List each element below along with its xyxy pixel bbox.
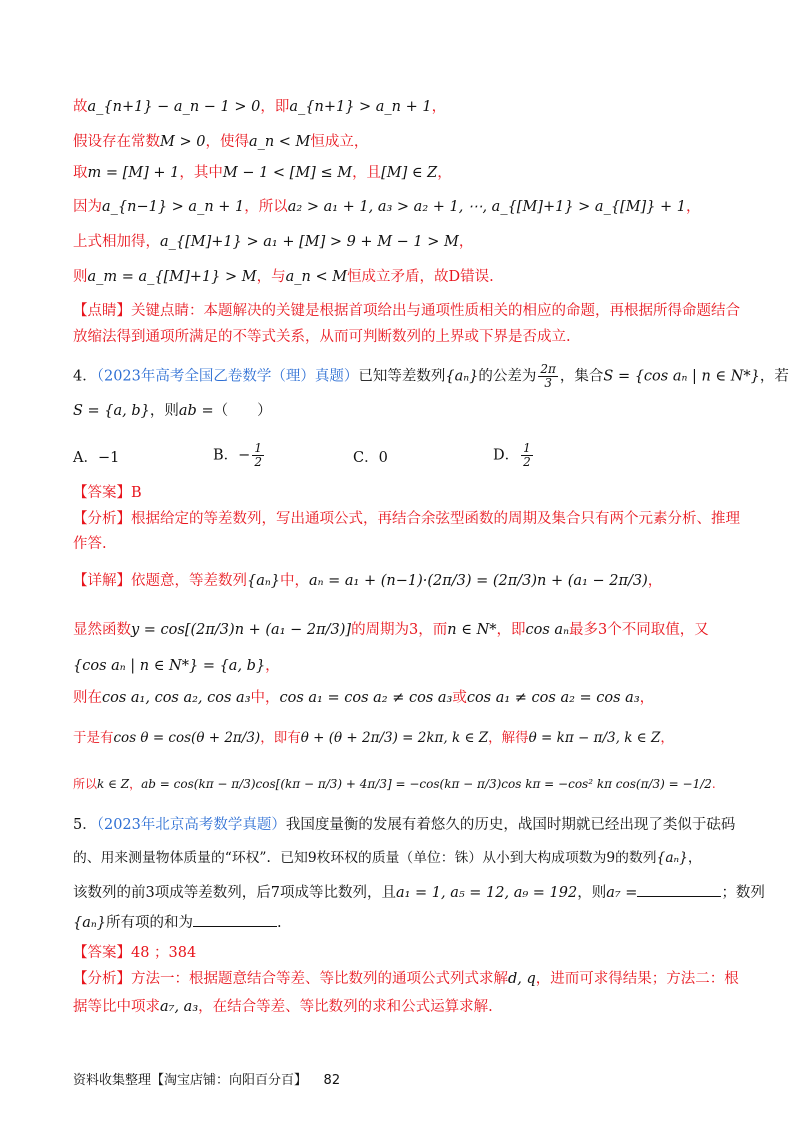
- math: θ = kπ − π/3, k ∈ Z: [528, 730, 661, 746]
- answer-blank-1[interactable]: [637, 882, 721, 897]
- text: ，使得: [205, 134, 249, 150]
- math: cos aₙ: [525, 622, 569, 638]
- text: 于是有: [73, 730, 114, 746]
- text: ，即: [496, 622, 526, 638]
- text: ，若: [759, 368, 789, 385]
- math: a₂ > a₁ + 1, a₃ > a₂ + 1, ⋯, a_{[M]+1} > a_{[M]} + 1: [287, 199, 687, 215]
- math: cos θ = cos(θ + 2π/3): [113, 730, 261, 746]
- fraction: [521, 442, 533, 469]
- q4-detail-line-5: [73, 728, 727, 748]
- text: 的公差为: [478, 368, 537, 385]
- key-note-line-2: 放缩法得到通项所满足的不等式关系，从而可判断数列的上界或下界是否成立.: [73, 329, 571, 345]
- text: 中，: [279, 573, 309, 589]
- text: ，其中: [179, 165, 223, 181]
- q4-detail-line-6: [73, 774, 727, 794]
- option-d: [493, 442, 535, 469]
- math: M − 1 < [M] ≤ M: [222, 165, 353, 181]
- q5-analysis-line-2: [73, 997, 727, 1017]
- q5-stem-line-3: [73, 882, 765, 903]
- fraction-numerator: 1: [254, 441, 262, 455]
- option-a: A．−1: [73, 450, 120, 466]
- math: {aₙ}: [656, 850, 688, 866]
- math: k ∈ Z: [97, 777, 130, 791]
- text: 上式相加得，: [73, 234, 160, 250]
- text: ，所以: [244, 199, 288, 215]
- fraction-denominator: 2: [523, 455, 531, 469]
- text: ，: [687, 850, 702, 866]
- q4-answer: 【答案】B: [73, 485, 142, 501]
- q5-stem-line-1: [73, 815, 736, 835]
- math: M > 0: [160, 134, 206, 150]
- text: ，即: [260, 99, 290, 115]
- text: .: [711, 777, 716, 791]
- text: ，则: [577, 885, 607, 901]
- math: cos a₁ = cos a₂ ≠ cos a₃: [279, 690, 453, 706]
- q4-analysis-line-1: 【分析】根据给定的等差数列，写出通项公式，再结合余弦型函数的周期及集合只有两个元素分析、推理: [73, 511, 740, 527]
- option-label: B．: [213, 447, 239, 464]
- text: 所有项的和为: [105, 915, 193, 931]
- math: S = {a, b}: [73, 403, 150, 419]
- fraction-numerator: 2π: [540, 362, 556, 376]
- text: ，集合: [559, 368, 604, 385]
- text: ，: [686, 199, 701, 215]
- math: a_m = a_{[M]+1} > M: [87, 269, 257, 285]
- fraction-denominator: 3: [544, 376, 552, 390]
- text: 中，: [250, 690, 280, 706]
- text: ，且: [352, 165, 382, 181]
- text: ，在结合等差、等比数列的求和公式运算求解.: [198, 999, 493, 1015]
- option-b: [213, 442, 266, 469]
- text: ，: [458, 234, 474, 250]
- question-source: （2023年北京高考数学真题）: [96, 817, 286, 833]
- question-number: 5．: [73, 817, 97, 833]
- math: {cos aₙ | n ∈ N*} = {a, b}: [73, 658, 266, 674]
- text: ，即有: [260, 730, 301, 746]
- text: 所以: [73, 777, 98, 791]
- proof-line-6: [73, 267, 727, 287]
- q4-detail-line-1: [73, 571, 727, 591]
- text: 的周期为3，而: [351, 622, 448, 638]
- math: d, q: [508, 971, 536, 987]
- q4-analysis-line-2: 作答.: [73, 536, 107, 552]
- text: 则在: [73, 690, 102, 706]
- page-number: 82: [323, 1073, 341, 1088]
- question-source: （2023年高考全国乙卷数学（理）真题）: [96, 368, 359, 385]
- text: ，: [129, 777, 142, 791]
- q4-detail-line-2: [73, 620, 727, 640]
- text: （ ）: [213, 403, 272, 419]
- text: ，: [660, 730, 674, 746]
- text: 恒成立，: [310, 134, 369, 150]
- math: m = [M] + 1: [87, 165, 180, 181]
- math: a_n < M: [285, 269, 348, 285]
- math: a₇ =: [606, 885, 638, 901]
- math: −: [238, 447, 251, 464]
- text: 或: [452, 690, 467, 706]
- q4-stem-line-1: [73, 362, 789, 390]
- text: 显然函数: [73, 622, 131, 638]
- answer-blank-2[interactable]: [193, 912, 277, 927]
- text: ，: [265, 658, 280, 674]
- text: 【详解】依题意，等差数列: [73, 573, 247, 589]
- math: {aₙ}: [247, 573, 280, 589]
- math: a_{[M]+1} > a₁ + [M] > 9 + M − 1 > M: [160, 234, 459, 250]
- q5-stem-line-4: [73, 912, 727, 933]
- text: 取: [73, 165, 88, 181]
- math: θ + (θ + 2π/3) = 2kπ, k ∈ Z: [300, 730, 489, 746]
- math: ab = cos(kπ − π/3)cos[(kπ − π/3) + 4π/3] = −cos(kπ − π/3)cos kπ = −cos² kπ cos(π/3) = −1/2: [141, 777, 712, 791]
- math: a_{n−1} > a_n + 1: [102, 199, 245, 215]
- math: {aₙ}: [445, 368, 479, 385]
- math: aₙ = a₁ + (n−1)·(2π/3) = (2π/3)n + (a₁ − 2π/3): [308, 573, 648, 589]
- text: 假设存在常数: [73, 134, 160, 150]
- proof-line-2: [73, 132, 727, 152]
- text: ，: [431, 99, 447, 115]
- text: ；数列: [721, 885, 765, 901]
- fraction: [538, 363, 558, 390]
- q5-analysis-line-1: [73, 969, 739, 989]
- text: ，: [647, 573, 663, 589]
- text: ，: [639, 690, 655, 706]
- math: [M] ∈ Z: [381, 165, 438, 181]
- text: 【分析】方法一：根据题意结合等差、等比数列的通项公式列式求解: [73, 971, 508, 987]
- text: ，进而可求得结果；方法二：根: [535, 971, 739, 987]
- key-note-line-1: 【点睛】关键点睛：本题解决的关键是根据首项给出与通项性质相关的相应的命题，再根据所得命题结合: [73, 303, 740, 319]
- footer-text: 资料收集整理【淘宝店铺：向阳百分百】: [73, 1073, 308, 1088]
- math: a_{n+1} − a_n − 1 > 0: [87, 99, 261, 115]
- text: 的、用来测量物体质量的“环权”．已知9枚环权的质量（单位：铢）从小到大构成项数为9的数列: [73, 850, 657, 866]
- text: 我国度量衡的发展有着悠久的历史，战国时期就已经出现了类似于砝码: [285, 817, 736, 833]
- math: ab =: [178, 403, 214, 419]
- text: 故: [73, 99, 88, 115]
- text: ，与: [256, 269, 286, 285]
- text: 据等比中项求: [73, 999, 160, 1015]
- math: {aₙ}: [73, 915, 106, 931]
- text: 已知等差数列: [358, 368, 446, 385]
- text: 最多3个不同取值，又: [568, 622, 709, 638]
- text: ，解得: [488, 730, 529, 746]
- text: 恒成立矛盾，故D错误.: [347, 269, 494, 285]
- math: y = cos[(2π/3)n + (a₁ − 2π/3)]: [131, 622, 352, 638]
- fraction-numerator: 1: [523, 441, 531, 455]
- text: .: [276, 915, 282, 931]
- math: cos a₁, cos a₂, cos a₃: [102, 690, 251, 706]
- text: 因为: [73, 199, 102, 215]
- q5-stem-line-2: [73, 848, 727, 868]
- math: n ∈ N*: [447, 622, 497, 638]
- fraction-denominator: 2: [254, 455, 262, 469]
- proof-line-1: [73, 97, 727, 117]
- math: cos a₁ ≠ cos a₂ = cos a₃: [466, 690, 640, 706]
- q5-answer: 【答案】48 ；384: [73, 945, 197, 961]
- text: 该数列的前3项成等差数列，后7项成等比数列，且: [73, 885, 396, 901]
- math: a_n < M: [248, 134, 311, 150]
- proof-line-3: [73, 163, 727, 183]
- q4-detail-line-3: [73, 656, 727, 676]
- proof-line-5: [73, 232, 727, 252]
- fraction: [252, 442, 264, 469]
- text: ，则: [149, 403, 179, 419]
- math: S = {cos aₙ | n ∈ N*}: [603, 368, 760, 385]
- page-footer: [73, 1069, 340, 1088]
- question-number: 4．: [73, 368, 97, 385]
- proof-line-4: [73, 197, 727, 217]
- q4-stem-line-2: [73, 401, 727, 421]
- math: a₁ = 1, a₅ = 12, a₉ = 192: [395, 885, 578, 901]
- q4-detail-line-4: [73, 688, 727, 708]
- option-c: C．0: [353, 450, 388, 466]
- option-label: D．: [493, 447, 520, 464]
- math: a₇, a₃: [160, 999, 199, 1015]
- text: ，: [437, 165, 452, 181]
- math: a_{n+1} > a_n + 1: [289, 99, 432, 115]
- text: 则: [73, 269, 88, 285]
